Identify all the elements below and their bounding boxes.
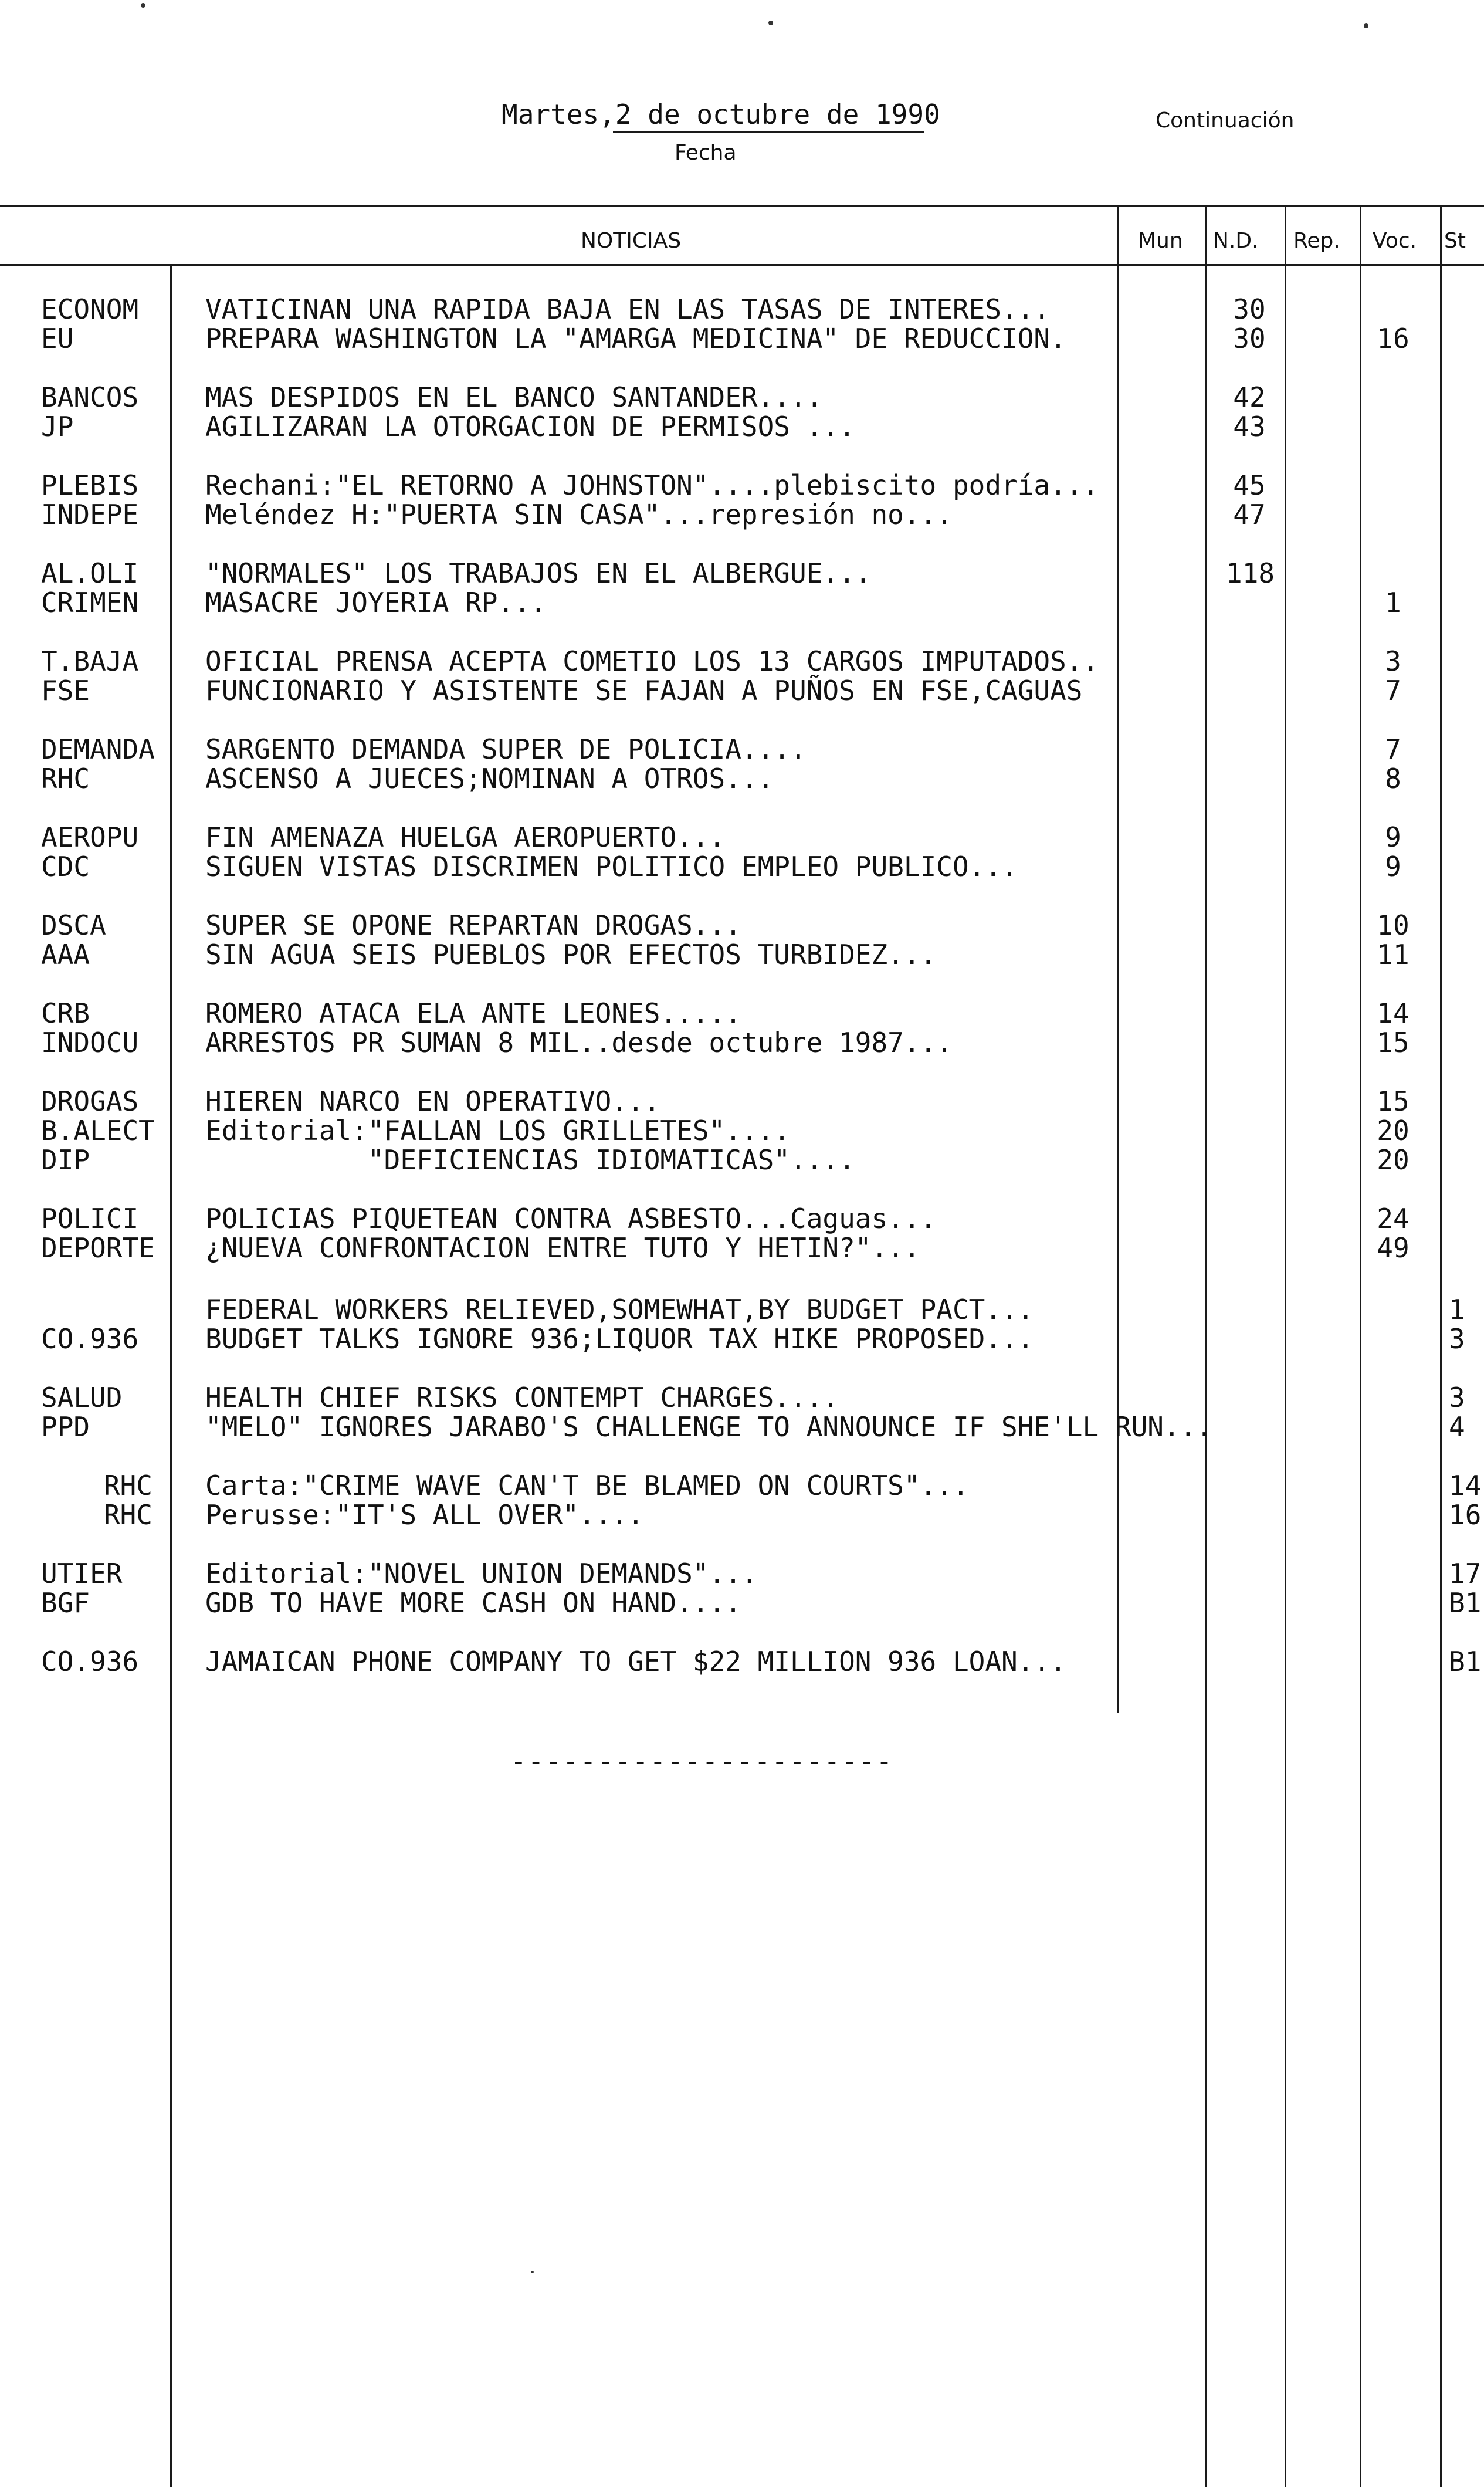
section-code: RHC xyxy=(103,1470,153,1501)
section-code: BANCOS xyxy=(41,381,139,413)
list-item xyxy=(0,1085,1484,1115)
headline-text: Rechani:"EL RETORNO A JOHNSTON"....plebiscito podría... xyxy=(205,469,1099,501)
list-item xyxy=(0,381,1484,411)
nd-page: 43 xyxy=(1233,411,1266,442)
headline-text: SARGENTO DEMANDA SUPER DE POLICIA.... xyxy=(205,733,807,765)
section-code: DIP xyxy=(41,1144,90,1176)
list-item xyxy=(0,1294,1484,1323)
headline-text: Carta:"CRIME WAVE CAN'T BE BLAMED ON COURTS"... xyxy=(205,1470,969,1501)
voc-page: 9 xyxy=(1385,821,1401,853)
headline-text: Editorial:"NOVEL UNION DEMANDS"... xyxy=(205,1558,758,1589)
headline-text: ASCENSO A JUECES;NOMINAN A OTROS... xyxy=(205,763,774,794)
section-code: BGF xyxy=(41,1587,90,1619)
nd-page: 118 xyxy=(1226,557,1275,589)
headline-text: BUDGET TALKS IGNORE 936;LIQUOR TAX HIKE PROPOSED... xyxy=(205,1323,1034,1355)
section-code: DEPORTE xyxy=(41,1232,155,1264)
section-code: FSE xyxy=(41,675,90,706)
date-label: Fecha xyxy=(675,141,737,165)
list-item xyxy=(0,1411,1484,1443)
headline-text: MASACRE JOYERIA RP... xyxy=(205,587,547,618)
voc-page: 20 xyxy=(1377,1144,1410,1176)
list-item xyxy=(0,997,1484,1027)
section-code: PPD xyxy=(41,1411,90,1443)
scan-speck xyxy=(768,21,773,25)
rep-header: Rep. xyxy=(1293,229,1340,253)
section-code: RHC xyxy=(41,763,90,794)
nd-page: 45 xyxy=(1233,469,1266,501)
headline-text: Perusse:"IT'S ALL OVER".... xyxy=(205,1499,644,1531)
section-code: CO.936 xyxy=(41,1323,139,1355)
section-code: EU xyxy=(41,323,74,354)
list-item xyxy=(0,1470,1484,1499)
headline-text: Editorial:"FALLAN LOS GRILLETES".... xyxy=(205,1115,790,1146)
list-item xyxy=(0,939,1484,968)
list-item xyxy=(0,1558,1484,1587)
table-top-rule xyxy=(0,205,1484,207)
date-underline xyxy=(613,131,924,133)
continuation-label: Continuación xyxy=(1156,109,1295,133)
list-item xyxy=(0,1203,1484,1232)
section-code: POLICI xyxy=(41,1203,139,1234)
headline-text: FIN AMENAZA HUELGA AEROPUERTO... xyxy=(205,821,726,853)
headline-text: "MELO" IGNORES JARABO'S CHALLENGE TO ANNOUNCE IF SHE'LL RUN... xyxy=(205,1411,1213,1443)
list-item xyxy=(0,645,1484,675)
section-code: AAA xyxy=(41,939,90,970)
list-item xyxy=(0,821,1484,851)
nd-page: 30 xyxy=(1233,323,1266,354)
list-item xyxy=(0,1499,1484,1531)
sta-page: 14 xyxy=(1449,1470,1482,1501)
list-item xyxy=(0,763,1484,792)
section-code: RHC xyxy=(103,1499,153,1531)
headline-text: SIN AGUA SEIS PUEBLOS POR EFECTOS TURBIDEZ... xyxy=(205,939,937,970)
date-value: Martes,2 de octubre de 1990 xyxy=(502,99,940,130)
list-item xyxy=(0,1646,1484,1675)
section-code: CDC xyxy=(41,851,90,882)
list-item xyxy=(0,733,1484,763)
sta-page: 3 xyxy=(1449,1323,1465,1355)
list-item xyxy=(0,411,1484,440)
headline-text: FUNCIONARIO Y ASISTENTE SE FAJAN A PUÑOS EN FSE,CAGUAS xyxy=(205,675,1083,706)
headline-text: AGILIZARAN LA OTORGACION DE PERMISOS ... xyxy=(205,411,855,442)
list-item xyxy=(0,1587,1484,1619)
nd-page: 47 xyxy=(1233,499,1266,530)
section-code: AL.OLI xyxy=(41,557,139,589)
voc-page: 24 xyxy=(1377,1203,1410,1234)
voc-page: 8 xyxy=(1385,763,1401,794)
sta-page: B1 xyxy=(1449,1646,1482,1677)
voc-page: 10 xyxy=(1377,909,1410,941)
headline-text: PREPARA WASHINGTON LA "AMARGA MEDICINA" DE REDUCCION. xyxy=(205,323,1066,354)
voc-page: 49 xyxy=(1377,1232,1410,1264)
headline-text: JAMAICAN PHONE COMPANY TO GET $22 MILLION 936 LOAN... xyxy=(205,1646,1066,1677)
nd-page: 30 xyxy=(1233,293,1266,325)
headline-text: ROMERO ATACA ELA ANTE LEONES..... xyxy=(205,997,741,1029)
voc-page: 20 xyxy=(1377,1115,1410,1146)
section-code: INDEPE xyxy=(41,499,139,530)
headline-text: GDB TO HAVE MORE CASH ON HAND.... xyxy=(205,1587,741,1619)
scan-speck xyxy=(141,3,145,8)
sta-page: 4 xyxy=(1449,1411,1465,1443)
section-code: CRIMEN xyxy=(41,587,139,618)
section-code: DROGAS xyxy=(41,1085,139,1117)
headline-text: ARRESTOS PR SUMAN 8 MIL..desde octubre 1987... xyxy=(205,1027,953,1058)
list-item xyxy=(0,1232,1484,1264)
voc-page: 11 xyxy=(1377,939,1410,970)
headline-text: "DEFICIENCIAS IDIOMATICAS".... xyxy=(205,1144,855,1176)
noticias-header: NOTICIAS xyxy=(581,229,682,253)
headline-text: HIEREN NARCO EN OPERATIVO... xyxy=(205,1085,660,1117)
list-item xyxy=(0,499,1484,528)
section-code: SALUD xyxy=(41,1382,123,1413)
headline-text: Meléndez H:"PUERTA SIN CASA"...represión no... xyxy=(205,499,953,530)
voc-page: 1 xyxy=(1385,587,1401,618)
list-item xyxy=(0,587,1484,616)
headline-text: ¿NUEVA CONFRONTACION ENTRE TUTO Y HETIN?"... xyxy=(205,1232,920,1264)
headline-text: MAS DESPIDOS EN EL BANCO SANTANDER.... xyxy=(205,381,823,413)
list-item xyxy=(0,323,1484,352)
list-item xyxy=(0,1027,1484,1056)
list-item xyxy=(0,1382,1484,1411)
headline-text: "NORMALES" LOS TRABAJOS EN EL ALBERGUE... xyxy=(205,557,872,589)
section-code: DSCA xyxy=(41,909,106,941)
section-code: DEMANDA xyxy=(41,733,155,765)
section-code: CO.936 xyxy=(41,1646,139,1677)
headline-text: SUPER SE OPONE REPARTAN DROGAS... xyxy=(205,909,741,941)
list-item xyxy=(0,557,1484,587)
section-code: AEROPU xyxy=(41,821,139,853)
section-code: T.BAJA xyxy=(41,645,139,677)
sta-page: 16 xyxy=(1449,1499,1482,1531)
sta-page: 17 xyxy=(1449,1558,1482,1589)
voc-page: 9 xyxy=(1385,851,1401,882)
section-code: INDOCU xyxy=(41,1027,139,1058)
voc-page: 15 xyxy=(1377,1085,1410,1117)
list-item xyxy=(0,1323,1484,1355)
section-code: B.ALECT xyxy=(41,1115,155,1146)
list-item xyxy=(0,851,1484,880)
list-item xyxy=(0,469,1484,499)
headline-text: VATICINAN UNA RAPIDA BAJA EN LAS TASAS DE INTERES... xyxy=(205,293,1051,325)
list-item xyxy=(0,909,1484,939)
section-code: PLEBIS xyxy=(41,469,139,501)
nd-page: 42 xyxy=(1233,381,1266,413)
list-item xyxy=(0,293,1484,323)
list-item xyxy=(0,1115,1484,1144)
section-code: JP xyxy=(41,411,74,442)
headline-text: HEALTH CHIEF RISKS CONTEMPT CHARGES.... xyxy=(205,1382,839,1413)
section-code: UTIER xyxy=(41,1558,123,1589)
nd-header: N.D. xyxy=(1213,229,1259,253)
voc-page: 7 xyxy=(1385,675,1401,706)
headline-text: POLICIAS PIQUETEAN CONTRA ASBESTO...Caguas... xyxy=(205,1203,937,1234)
section-code: ECONOM xyxy=(41,293,139,325)
list-item xyxy=(0,675,1484,704)
voc-header: Voc. xyxy=(1373,229,1417,253)
section-code: CRB xyxy=(41,997,90,1029)
voc-page: 16 xyxy=(1377,323,1410,354)
sta-header: St xyxy=(1444,229,1466,253)
voc-page: 3 xyxy=(1385,645,1401,677)
end-separator: ---------------------- xyxy=(510,1745,894,1777)
headline-text: SIGUEN VISTAS DISCRIMEN POLITICO EMPLEO PUBLICO... xyxy=(205,851,1018,882)
sta-page: B1 xyxy=(1449,1587,1482,1619)
headline-text: OFICIAL PRENSA ACEPTA COMETIO LOS 13 CARGOS IMPUTADOS.. xyxy=(205,645,1099,677)
table-header-rule xyxy=(0,264,1484,266)
mun-header: Mun xyxy=(1138,229,1183,253)
list-item xyxy=(0,1144,1484,1176)
sta-page: 3 xyxy=(1449,1382,1465,1413)
voc-page: 14 xyxy=(1377,997,1410,1029)
scan-speck xyxy=(1364,23,1368,28)
voc-page: 7 xyxy=(1385,733,1401,765)
sta-page: 1 xyxy=(1449,1294,1465,1325)
voc-page: 15 xyxy=(1377,1027,1410,1058)
headline-text: FEDERAL WORKERS RELIEVED,SOMEWHAT,BY BUDGET PACT... xyxy=(205,1294,1034,1325)
scan-speck xyxy=(531,2271,534,2273)
